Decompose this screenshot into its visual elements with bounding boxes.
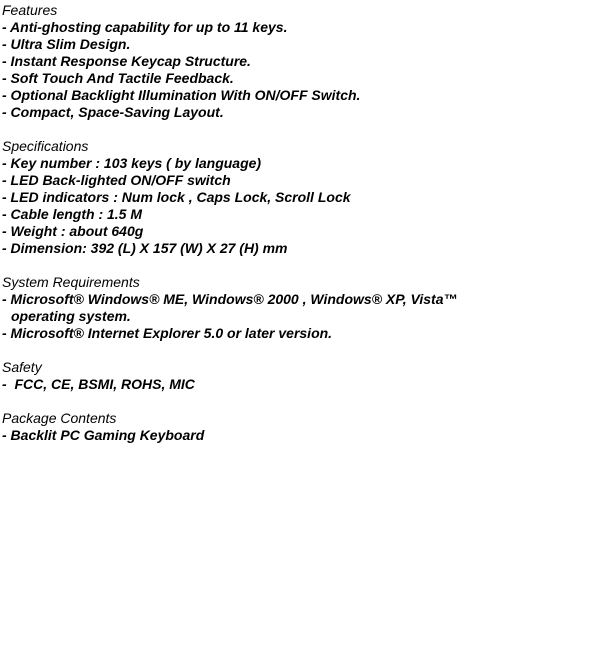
package-contents-heading: Package Contents	[2, 410, 117, 426]
features-item: - Ultra Slim Design.	[2, 36, 131, 52]
specifications-item: - Dimension: 392 (L) X 157 (W) X 27 (H) mm	[2, 240, 288, 256]
features-item: - Soft Touch And Tactile Feedback.	[2, 70, 234, 86]
system-requirements-section	[2, 274, 607, 342]
features-item: - Anti-ghosting capability for up to 11 keys.	[2, 19, 288, 35]
features-section	[2, 2, 607, 121]
system-requirements-item-continuation: operating system.	[11, 308, 131, 324]
features-item: - Instant Response Keycap Structure.	[2, 53, 251, 69]
specifications-section	[2, 138, 607, 257]
specifications-heading: Specifications	[2, 138, 89, 154]
package-contents-item: - Backlit PC Gaming Keyboard	[2, 427, 205, 443]
system-requirements-heading: System Requirements	[2, 274, 140, 290]
specifications-item: - Key number : 103 keys ( by language)	[2, 155, 262, 171]
system-requirements-item: - Microsoft® Windows® ME, Windows® 2000 , Windows® XP, Vista™	[2, 291, 458, 307]
safety-section	[2, 359, 607, 393]
safety-heading: Safety	[2, 359, 42, 375]
specifications-item: - Cable length : 1.5 M	[2, 206, 143, 222]
safety-item: - FCC, CE, BSMI, ROHS, MIC	[2, 376, 195, 392]
features-heading: Features	[2, 2, 58, 18]
specifications-item: - LED Back-lighted ON/OFF switch	[2, 172, 231, 188]
package-contents-section	[2, 410, 607, 444]
features-item: - Optional Backlight Illumination With ON/OFF Switch.	[2, 87, 361, 103]
product-description	[2, 2, 607, 461]
specifications-item: - LED indicators : Num lock , Caps Lock, Scroll Lock	[2, 189, 351, 205]
specifications-item: - Weight : about 640g	[2, 223, 144, 239]
system-requirements-item: - Microsoft® Internet Explorer 5.0 or later version.	[2, 325, 333, 341]
features-item: - Compact, Space-Saving Layout.	[2, 104, 224, 120]
